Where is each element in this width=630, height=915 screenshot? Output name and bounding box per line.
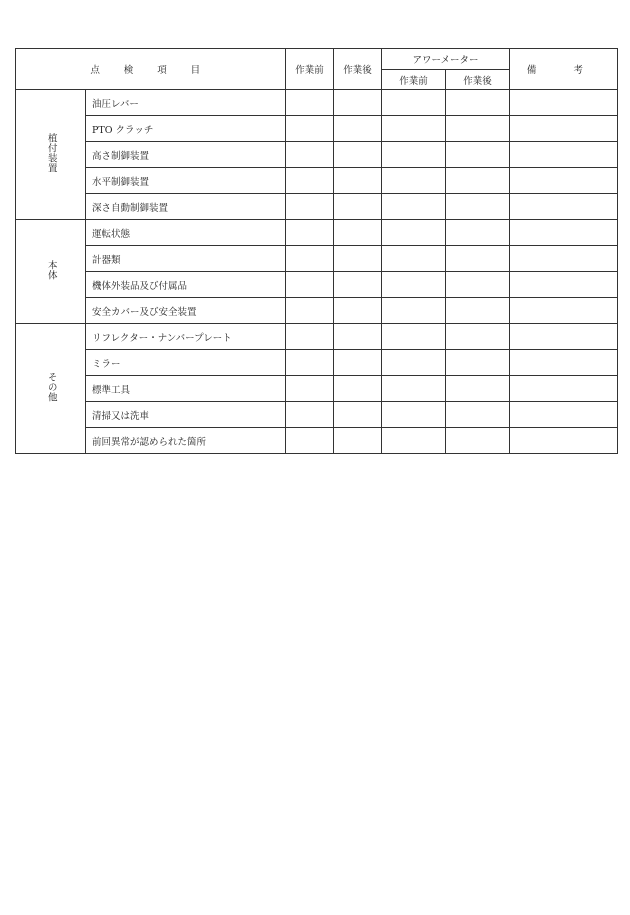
group-label-cell — [16, 90, 86, 220]
header-hour-meter-before: 作業前 — [382, 70, 446, 90]
before-work-cell[interactable] — [286, 376, 334, 402]
hour-meter-after-cell[interactable] — [446, 324, 510, 350]
hour-meter-before-cell[interactable] — [382, 220, 446, 246]
hour-meter-before-cell[interactable] — [382, 376, 446, 402]
inspection-item: 安全カバー及び安全装置 — [86, 298, 286, 324]
hour-meter-before-cell[interactable] — [382, 298, 446, 324]
table-body — [16, 90, 618, 454]
after-work-cell[interactable] — [334, 142, 382, 168]
after-work-cell[interactable] — [334, 324, 382, 350]
header-remarks — [510, 49, 618, 90]
hour-meter-after-cell[interactable] — [446, 116, 510, 142]
group-label: その他 — [45, 372, 57, 402]
before-work-cell[interactable] — [286, 142, 334, 168]
table-row — [16, 428, 618, 454]
inspection-table — [15, 48, 618, 454]
table-row — [16, 272, 618, 298]
header-row — [16, 49, 618, 70]
hour-meter-after-cell[interactable] — [446, 194, 510, 220]
header-inspection-item-text: 点 検 項 目 — [90, 65, 211, 76]
header-after-work: 作業後 — [334, 49, 382, 90]
before-work-cell[interactable] — [286, 272, 334, 298]
after-work-cell[interactable] — [334, 402, 382, 428]
hour-meter-after-cell[interactable] — [446, 428, 510, 454]
table-row — [16, 142, 618, 168]
table-row — [16, 324, 618, 350]
remarks-cell[interactable] — [510, 272, 618, 298]
table-row — [16, 350, 618, 376]
hour-meter-after-cell[interactable] — [446, 142, 510, 168]
before-work-cell[interactable] — [286, 90, 334, 116]
header-inspection-item — [16, 49, 286, 90]
before-work-cell[interactable] — [286, 220, 334, 246]
hour-meter-after-cell[interactable] — [446, 298, 510, 324]
group-label: 本体 — [45, 260, 57, 280]
after-work-cell[interactable] — [334, 298, 382, 324]
before-work-cell[interactable] — [286, 116, 334, 142]
remarks-cell[interactable] — [510, 142, 618, 168]
inspection-item: 清掃又は洗車 — [86, 402, 286, 428]
remarks-cell[interactable] — [510, 376, 618, 402]
remarks-cell[interactable] — [510, 220, 618, 246]
inspection-item: 油圧レバー — [86, 90, 286, 116]
table-row — [16, 194, 618, 220]
table-row — [16, 90, 618, 116]
hour-meter-before-cell[interactable] — [382, 402, 446, 428]
after-work-cell[interactable] — [334, 272, 382, 298]
hour-meter-before-cell[interactable] — [382, 168, 446, 194]
header-before-work: 作業前 — [286, 49, 334, 90]
header-hour-meter-after: 作業後 — [446, 70, 510, 90]
after-work-cell[interactable] — [334, 220, 382, 246]
table-row — [16, 402, 618, 428]
remarks-cell[interactable] — [510, 90, 618, 116]
table-row — [16, 168, 618, 194]
inspection-item: 運転状態 — [86, 220, 286, 246]
hour-meter-after-cell[interactable] — [446, 220, 510, 246]
inspection-item: 計器類 — [86, 246, 286, 272]
hour-meter-before-cell[interactable] — [382, 246, 446, 272]
remarks-cell[interactable] — [510, 194, 618, 220]
hour-meter-after-cell[interactable] — [446, 402, 510, 428]
remarks-cell[interactable] — [510, 402, 618, 428]
table-row — [16, 246, 618, 272]
hour-meter-before-cell[interactable] — [382, 116, 446, 142]
before-work-cell[interactable] — [286, 350, 334, 376]
inspection-item: 標準工具 — [86, 376, 286, 402]
table-row — [16, 116, 618, 142]
inspection-item: PTO クラッチ — [86, 116, 286, 142]
after-work-cell[interactable] — [334, 246, 382, 272]
inspection-item: 機体外装品及び付属品 — [86, 272, 286, 298]
after-work-cell[interactable] — [334, 194, 382, 220]
table-row — [16, 376, 618, 402]
after-work-cell[interactable] — [334, 350, 382, 376]
inspection-item: ミラー — [86, 350, 286, 376]
hour-meter-after-cell[interactable] — [446, 246, 510, 272]
hour-meter-before-cell[interactable] — [382, 428, 446, 454]
hour-meter-after-cell[interactable] — [446, 350, 510, 376]
group-label: 植付装置 — [45, 133, 57, 173]
before-work-cell[interactable] — [286, 194, 334, 220]
inspection-item: 前回異常が認められた箇所 — [86, 428, 286, 454]
before-work-cell[interactable] — [286, 428, 334, 454]
remarks-cell[interactable] — [510, 116, 618, 142]
table-row — [16, 298, 618, 324]
inspection-item: 深さ自動制御装置 — [86, 194, 286, 220]
remarks-cell[interactable] — [510, 168, 618, 194]
group-label-cell — [16, 220, 86, 324]
remarks-cell[interactable] — [510, 246, 618, 272]
hour-meter-after-cell[interactable] — [446, 272, 510, 298]
inspection-item: 水平制御装置 — [86, 168, 286, 194]
remarks-cell[interactable] — [510, 298, 618, 324]
before-work-cell[interactable] — [286, 298, 334, 324]
table-row — [16, 220, 618, 246]
remarks-cell[interactable] — [510, 324, 618, 350]
before-work-cell[interactable] — [286, 402, 334, 428]
hour-meter-before-cell[interactable] — [382, 194, 446, 220]
hour-meter-before-cell[interactable] — [382, 350, 446, 376]
hour-meter-before-cell[interactable] — [382, 324, 446, 350]
inspection-item: 高さ制御装置 — [86, 142, 286, 168]
before-work-cell[interactable] — [286, 168, 334, 194]
before-work-cell[interactable] — [286, 246, 334, 272]
hour-meter-before-cell[interactable] — [382, 272, 446, 298]
after-work-cell[interactable] — [334, 116, 382, 142]
hour-meter-after-cell[interactable] — [446, 376, 510, 402]
after-work-cell[interactable] — [334, 168, 382, 194]
hour-meter-before-cell[interactable] — [382, 142, 446, 168]
header-hour-meter: アワーメーター — [382, 49, 510, 70]
group-label-cell — [16, 324, 86, 454]
inspection-item: リフレクター・ナンバープレート — [86, 324, 286, 350]
hour-meter-after-cell[interactable] — [446, 90, 510, 116]
hour-meter-before-cell[interactable] — [382, 90, 446, 116]
after-work-cell[interactable] — [334, 376, 382, 402]
after-work-cell[interactable] — [334, 90, 382, 116]
remarks-cell[interactable] — [510, 428, 618, 454]
hour-meter-after-cell[interactable] — [446, 168, 510, 194]
before-work-cell[interactable] — [286, 324, 334, 350]
header-remarks-text: 備 考 — [526, 65, 601, 76]
after-work-cell[interactable] — [334, 428, 382, 454]
remarks-cell[interactable] — [510, 350, 618, 376]
